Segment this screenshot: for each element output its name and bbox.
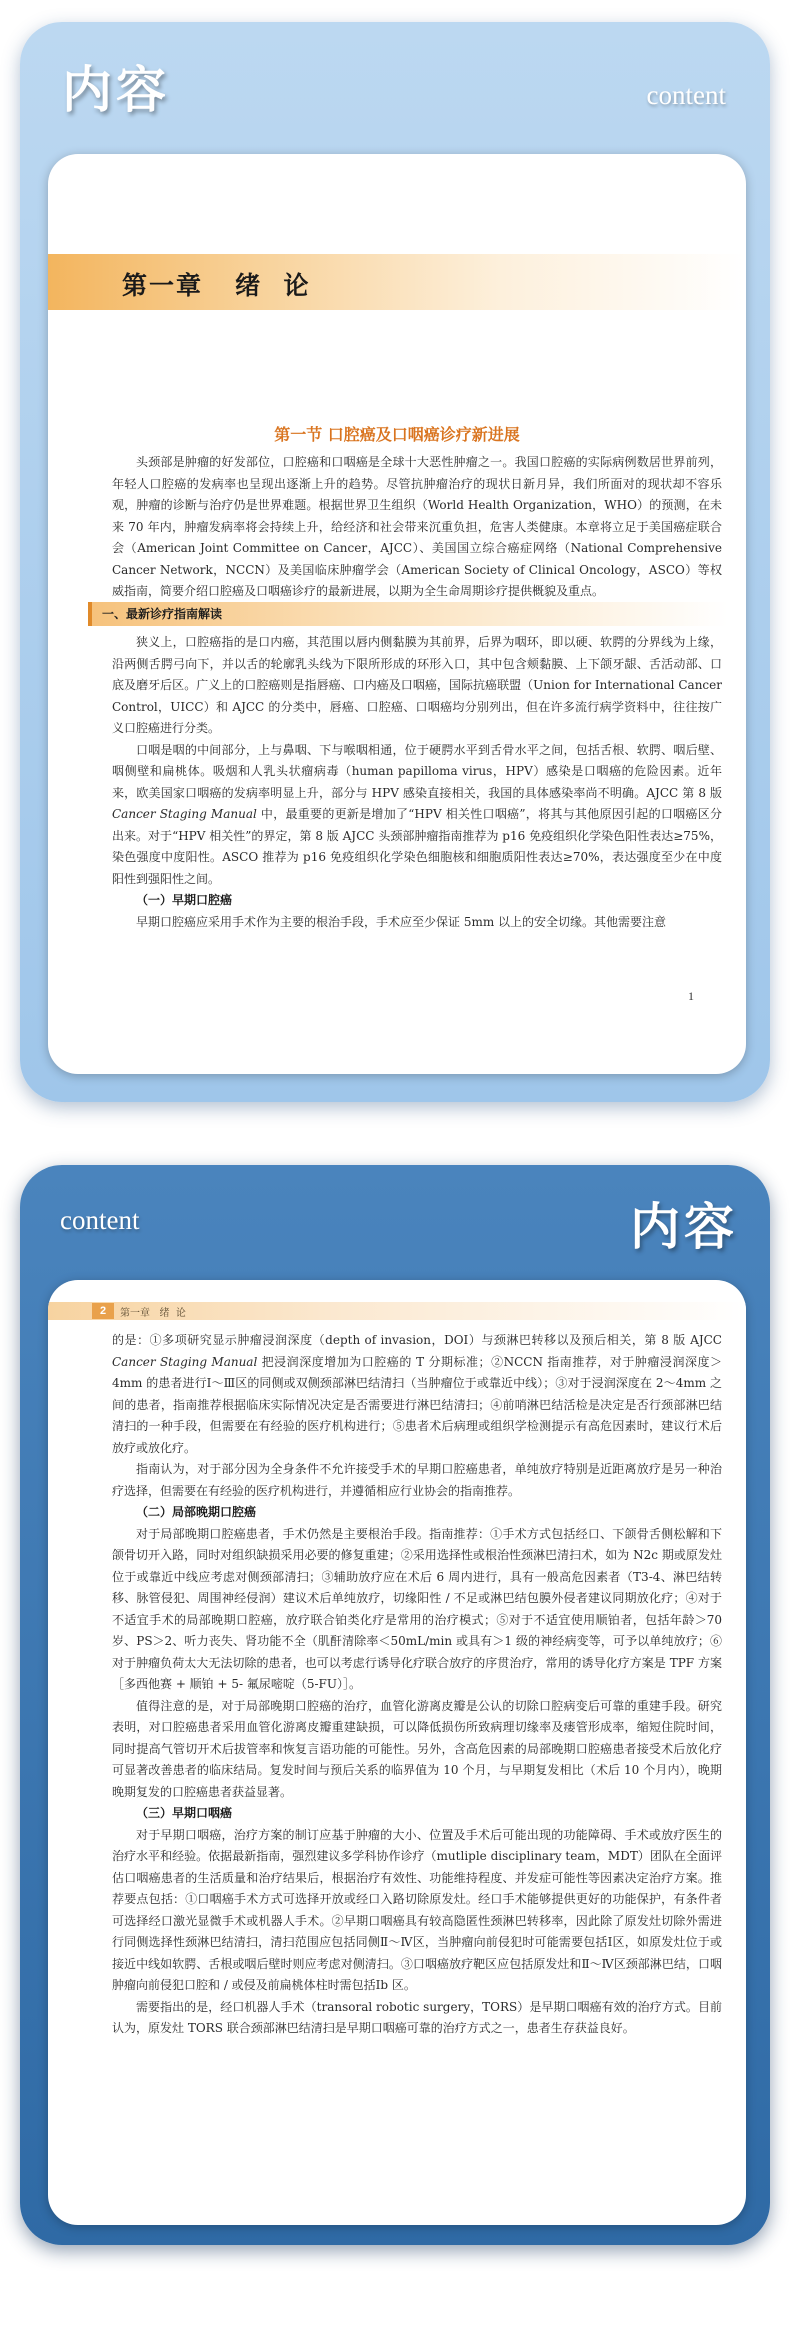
header-title-cn: 内容	[630, 1198, 738, 1256]
paragraph-3: 口咽是咽的中间部分，上与鼻咽、下与喉咽相通，位于硬腭水平到舌骨水平之间，包括舌根、软腭、咽后壁、咽侧壁和扁桃体。吸烟和人乳头状瘤病毒（human papilloma virus，HPV）感染是口咽癌的危险因素。近年来，欧美国家口咽癌的发病率明显上升，部分与 HPV 感染直接相关，我国的具体感染率尚不明确。AJCC 第 8 版 Cancer Staging Manual 中，最重要的更新是增加了“HPV 相关性口咽癌”，将其与其他原因引起的口咽癌区分出来。对于“HPV 相关性”的界定，第 8 版 AJCC 头颈部肿瘤指南推荐为 p16 免疫组织化学染色阳性表达≥75%，染色强度中度阳性。ASCO 推荐为 p16 免疫组织化学染色细胞核和细胞质阳性表达≥70%，表达强度至少在中度阳性到强阳性之间。	[112, 742, 722, 886]
heading-1: 一、最新诊疗指南解读	[102, 607, 223, 621]
intro-paragraph: 头颈部是肿瘤的好发部位，口腔癌和口咽癌是全球十大恶性肿瘤之一。我国口腔癌的实际病例数居世界前列，年轻人口腔癌的发病率也呈现出逐渐上升的趋势。尽管抗肿瘤治疗的现状日新月异，我们所面对的现状却不容乐观，肿瘤的诊断与治疗仍是世界难题。根据世界卫生组织（World Health Organization，WHO）的预测，在未来 70 年内，肿瘤发病率将会持续上升，给经济和社会带来沉重负担，危害人类健康。本章将立足于美国癌症联合会（American Joint Committee on Cancer，AJCC）、美国国立综合癌症网络（National Comprehensive Cancer Network，NCCN）及美国临床肿瘤学会（American Society of Clinical Oncology，ASCO）等权威指南，简要介绍口腔癌及口咽癌诊疗的最新进展，以期为全生命周期诊疗提供概貌及重点。	[112, 455, 722, 598]
header-title-en: content	[646, 80, 726, 110]
paragraph-1: 的是：①多项研究显示肿瘤浸润深度（depth of invasion，DOI）与颈淋巴转移以及预后相关，第 8 版 AJCC Cancer Staging Manual 把浸润深度增加为口腔癌的 T 分期标准；②NCCN 指南推荐，对于肿瘤浸润深度＞4mm 的患者进行Ⅰ～Ⅲ区的同侧或双侧颈部淋巴结清扫（当肿瘤位于或靠近中线）；③对于浸润深度在 2～4mm 之间的患者，指南推荐根据临床实际情况决定是否需要进行淋巴结清扫；④前哨淋巴结活检是决定是否行颈部淋巴结清扫的一种手段，但需要在有经验的医疗机构进行；⑤患者术后病理或组织学检测提示有高危因素时，建议行术后放疗或放化疗。	[112, 1333, 722, 1455]
subheading-early-oral: （一）早期口腔癌	[136, 893, 233, 907]
content-card-top	[20, 22, 770, 1102]
running-chapter: 第一章 绪 论	[120, 1308, 186, 1319]
chapter-title: 第一章 绪 论	[122, 271, 311, 300]
paragraph-2: 指南认为，对于部分因为全身条件不允许接受手术的早期口腔癌患者，单纯放疗特别是近距离放疗是另一种治疗选择，但需要在有经验的医疗机构进行，并遵循相应行业协会的指南推荐。	[112, 1462, 722, 1498]
header-title-en: content	[60, 1205, 140, 1235]
running-page-number: 2	[92, 1303, 114, 1319]
content-card-bottom	[20, 1165, 770, 2245]
body-text-block	[112, 632, 722, 933]
body-text-block	[112, 1330, 722, 2040]
intro-paragraph-block	[112, 452, 722, 603]
paragraph-4: 早期口腔癌应采用手术作为主要的根治手段，手术应至少保证 5mm 以上的安全切缘。其他需要注意	[136, 914, 667, 929]
paragraph-5: 对于早期口咽癌，治疗方案的制订应基于肿瘤的大小、位置及手术后可能出现的功能障碍、手术或放疗医生的治疗水平和经验。依据最新指南，强烈建议多学科协作诊疗（mutliple disciplinary team，MDT）团队在全面评估口咽癌患者的生活质量和治疗结果后，根据治疗有效性、功能维持程度、并发症可能性等因素决定治疗方案。推荐要点包括：①口咽癌手术方式可选择开放或经口入路切除原发灶。经口手术能够提供更好的功能保护，有条件者可选择经口激光显微手术或机器人手术。②早期口咽癌具有较高隐匿性颈淋巴转移率，因此除了原发灶切除外需进行同侧选择性颈淋巴结清扫，清扫范围应包括同侧Ⅱ～Ⅳ区，当肿瘤向前侵犯时可能需要包括Ⅰ区，如原发灶位于或接近中线如软腭、舌根或咽后壁时则应考虑对侧清扫。③口咽癌放疗靶区应包括原发灶和Ⅱ～Ⅳ区颈部淋巴结，口咽肿瘤向前侵犯口腔和 / 或侵及前扁桃体柱时需包括Ⅰb 区。	[112, 1827, 722, 1992]
subheading-early-oropharyngeal: （三）早期口咽癌	[136, 1806, 233, 1820]
paragraph-3: 对于局部晚期口腔癌患者，手术仍然是主要根治手段。指南推荐：①手术方式包括经口、下颌骨舌侧松解和下颌骨切开入路，同时对组织缺损采用必要的修复重建；②采用选择性或根治性颈淋巴清扫术，如为 N2c 期或原发灶位于或靠近中线应考虑对侧颈部清扫；③辅助放疗应在术后 6 周内进行，具有一般高危因素者（T3-4、淋巴结转移、脉管侵犯、周围神经侵润）建议术后单纯放疗，切缘阳性 / 不足或淋巴结包膜外侵者建议同期放化疗；④对于不适宜手术的局部晚期口腔癌，放疗联合铂类化疗是常用的治疗模式；⑤对于不适宜使用顺铂者，包括年龄＞70 岁、PS＞2、听力丧失、肾功能不全（肌酐清除率＜50mL/min 或具有＞1 级的神经病变等，可予以单纯放疗；⑥对于肿瘤负荷太大无法切除的患者，也可以考虑行诱导化疗联合放疗的序贯治疗，常用的诱导化疗方案是 TPF 方案［多西他赛 + 顺铂 + 5- 氟尿嘧啶（5-FU）］。	[112, 1526, 722, 1691]
section-title: 第一节 口腔癌及口咽癌诊疗新进展	[274, 425, 520, 444]
page-2	[48, 1280, 746, 2225]
heading-band	[88, 602, 728, 626]
paragraph-2: 狭义上，口腔癌指的是口内癌，其范围以唇内侧黏膜为其前界，后界为咽环，即以硬、软腭的分界线为上缘，沿两侧舌腭弓向下，并以舌的轮廓乳头线为下限所形成的环形入口，其中包含颊黏膜、上下颌牙龈、舌活动部、口底及磨牙后区。广义上的口腔癌则是指唇癌、口内癌及口咽癌，国际抗癌联盟（Union for International Cancer Control，UICC）和 AJCC 的分类中，唇癌、口腔癌、口咽癌均分别列出，但在许多流行病学资料中，往往按广义口腔癌进行分类。	[112, 635, 722, 735]
paragraph-4: 值得注意的是，对于局部晚期口腔癌的治疗，血管化游离皮瓣是公认的切除口腔病变后可靠的重建手段。研究表明，对口腔癌患者采用血管化游离皮瓣重建缺损，可以降低损伤所致病理切缘率及瘘管形成率，缩短住院时间，同时提高气管切开术后拔管率和恢复言语功能的可能性。另外，含高危因素的局部晚期口腔癌患者接受术后放化疗可显著改善患者的临床结局。复发时间与预后关系的临界值为 10 个月，与早期复发相比（术后 10 个月内），晚期晚期复发的口腔癌患者获益显著。	[112, 1698, 722, 1799]
running-header	[48, 1302, 746, 1320]
paragraph-6: 需要指出的是，经口机器人手术（transoral robotic surgery，TORS）是早期口咽癌有效的治疗方式。目前认为，原发灶 TORS 联合颈部淋巴结清扫是早期口咽癌可靠的治疗方式之一，患者生存获益良好。	[112, 1999, 722, 2035]
page-1	[48, 154, 746, 1074]
header-title-cn: 内容	[62, 61, 170, 119]
subheading-advanced-oral: （二）局部晚期口腔癌	[136, 1505, 257, 1519]
chapter-band	[48, 254, 746, 310]
page-number: 1	[688, 989, 694, 1003]
